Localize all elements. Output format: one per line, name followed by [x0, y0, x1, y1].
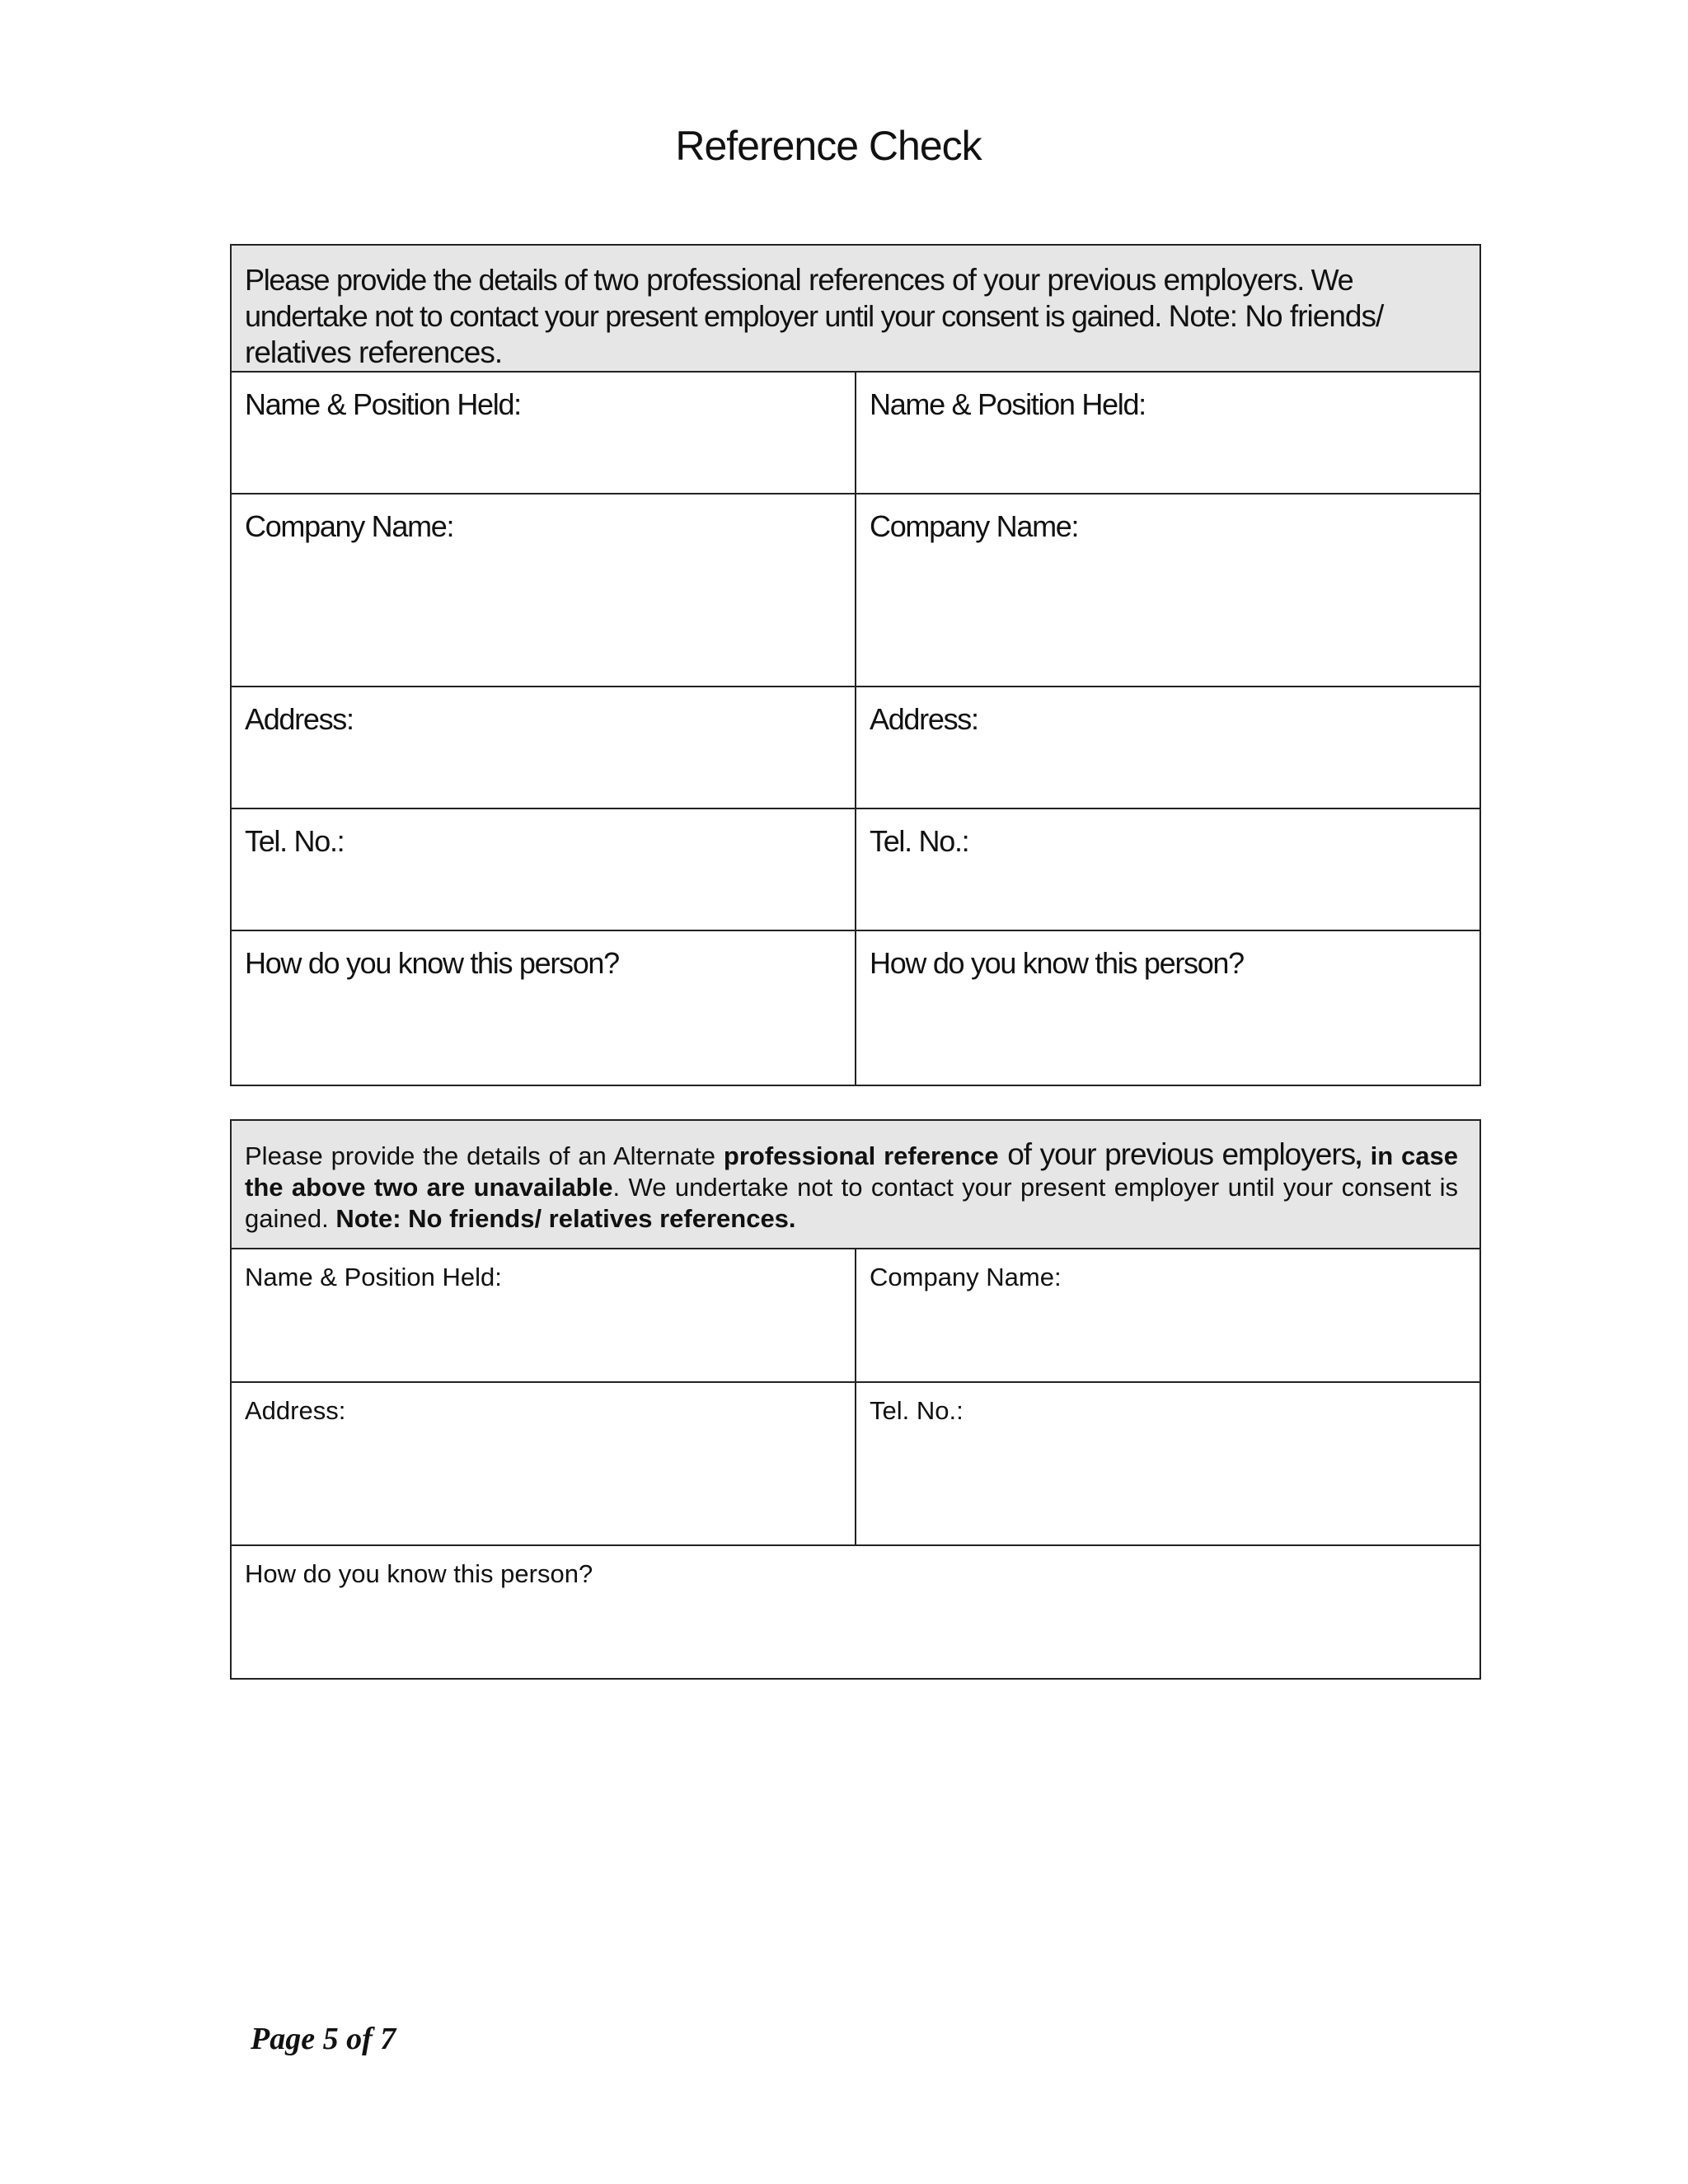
- instructions-note: Note: No friends/ relatives references.: [245, 299, 1384, 369]
- alternate-company-field[interactable]: [856, 1249, 1480, 1382]
- instructions-emphasis: professional reference: [723, 1141, 999, 1170]
- alternate-tel-field[interactable]: [856, 1382, 1480, 1545]
- field-label: Address:: [245, 702, 354, 736]
- page-number: Page 5 of 7: [251, 2022, 396, 2056]
- reference-2-name-position-field[interactable]: [856, 372, 1480, 494]
- field-label: Company Name:: [870, 1263, 1062, 1291]
- instructions-text: of your previous employers: [998, 1137, 1356, 1171]
- field-label: Company Name:: [245, 509, 454, 543]
- instructions-emphasis: two professional references of your previous employers: [593, 263, 1297, 297]
- field-label: How do you know this person?: [870, 946, 1244, 980]
- instructions-text: . We undertake not to contact your present employer until your consent is gained.: [245, 263, 1353, 333]
- alternate-how-know-field[interactable]: [231, 1545, 1480, 1679]
- field-label: Address:: [245, 1396, 346, 1425]
- reference-2-how-know-field[interactable]: [856, 930, 1480, 1085]
- field-label: Company Name:: [870, 509, 1079, 543]
- reference-2-address-field[interactable]: [856, 687, 1480, 808]
- reference-2-company-field[interactable]: [856, 494, 1480, 687]
- field-label: Address:: [870, 702, 978, 736]
- instructions-text: Please provide the details of an Alternate: [245, 1141, 724, 1170]
- alternate-name-position-field[interactable]: [231, 1249, 856, 1382]
- field-label: Tel. No.:: [245, 824, 345, 858]
- field-label: Tel. No.:: [870, 824, 969, 858]
- field-label: How do you know this person?: [245, 946, 619, 980]
- field-label: Tel. No.:: [870, 1396, 964, 1425]
- instructions-text: . We undertake not to contact your present employer until your consent is gained.: [245, 1173, 1458, 1233]
- instructions-note: Note: No friends/ relatives references.: [335, 1204, 796, 1233]
- reference-2-tel-field[interactable]: [856, 808, 1480, 930]
- instructions-emphasis: , in case the above two are unavailable: [245, 1141, 1459, 1202]
- reference-1-how-know-field[interactable]: [231, 930, 856, 1085]
- reference-table-primary: [230, 244, 1481, 1086]
- reference-table-alternate: [230, 1119, 1481, 1680]
- page-title: Reference Check: [675, 123, 982, 169]
- instructions-text: Please provide the details of: [245, 263, 594, 297]
- field-label: Name & Position Held:: [245, 387, 521, 421]
- field-label: Name & Position Held:: [245, 1263, 502, 1291]
- reference-1-company-field[interactable]: [231, 494, 856, 687]
- instructions-primary: [231, 245, 1480, 372]
- instructions-alternate: [231, 1120, 1480, 1249]
- reference-1-address-field[interactable]: [231, 687, 856, 808]
- field-label: Name & Position Held:: [870, 387, 1146, 421]
- field-label: How do you know this person?: [245, 1559, 593, 1588]
- alternate-address-field[interactable]: [231, 1382, 856, 1545]
- reference-1-tel-field[interactable]: [231, 808, 856, 930]
- reference-1-name-position-field[interactable]: [231, 372, 856, 494]
